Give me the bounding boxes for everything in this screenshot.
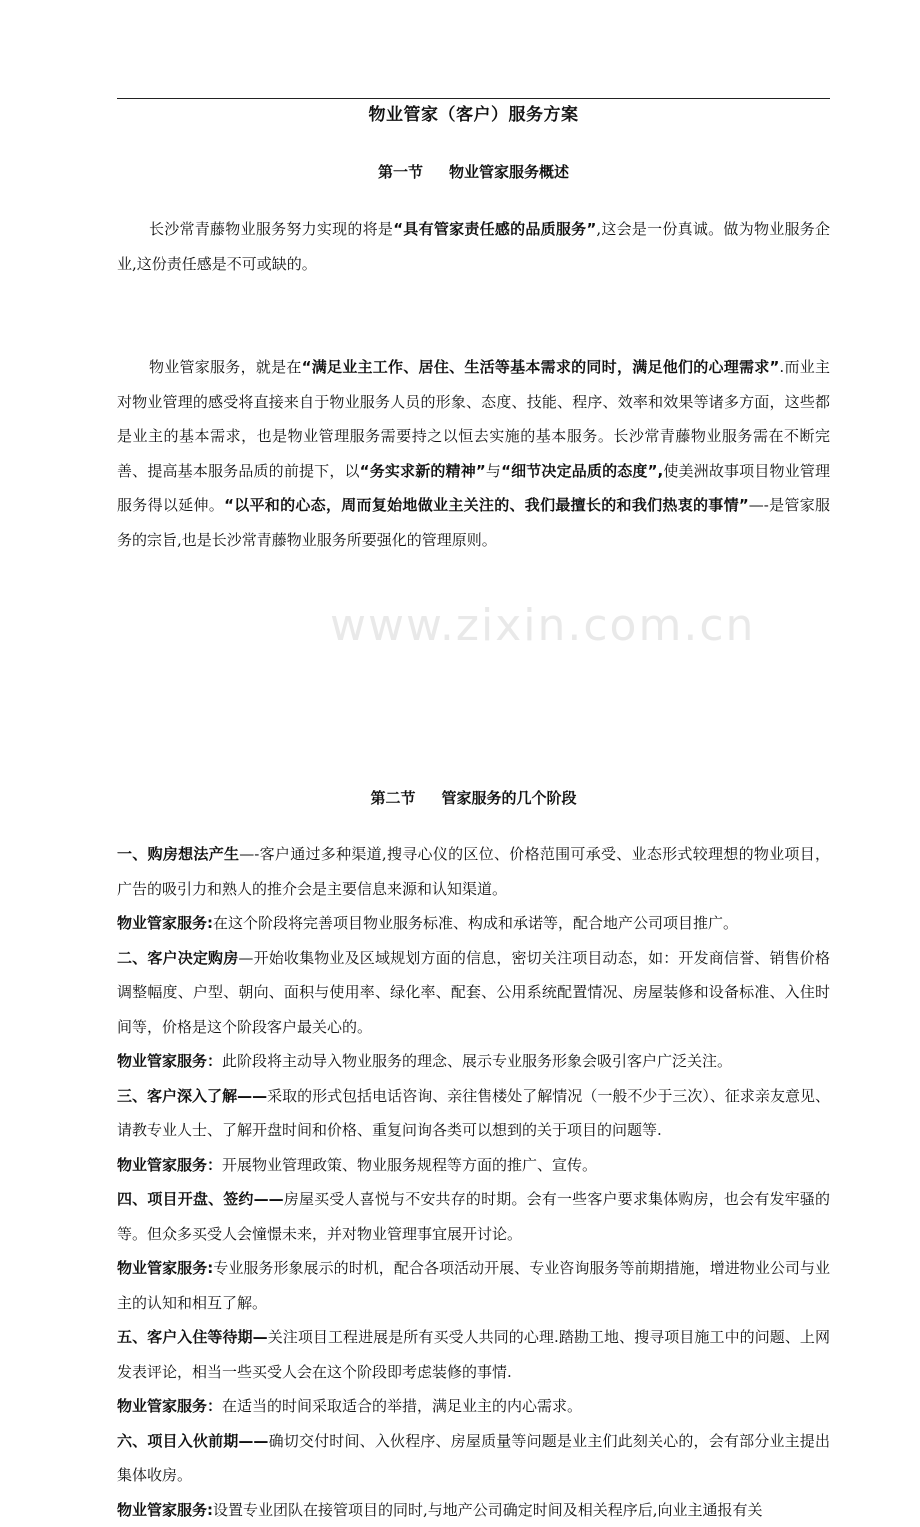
stage-heading: 一、购房想法产生 (117, 845, 239, 863)
header-rule (117, 98, 830, 99)
text-run: —-是管家服务的宗旨,也是长沙常青藤物业服务所要强化的管理原则。 (117, 496, 830, 549)
stage-paragraph (117, 1320, 830, 1389)
service-text: 开展物业管理政策、物业服务规程等方面的推广、宣传。 (222, 1156, 597, 1174)
text-run: ,这会是一份真诚。做为物业服务企业,这份责任感是不可或缺的。 (117, 220, 830, 273)
service-text: 在适当的时间采取适合的举措，满足业主的内心需求。 (222, 1397, 582, 1415)
service-heading: 物业管家服务： (117, 1156, 222, 1174)
stage-heading: 五、客户入住等待期— (117, 1328, 268, 1346)
paragraph-2 (117, 350, 830, 557)
service-text: 在这个阶段将完善项目物业服务标准、构成和承诺等，配合地产公司项目推广。 (213, 914, 738, 932)
text-run: 与 (486, 462, 501, 480)
emphasis-text: “具有管家责任感的品质服务” (393, 220, 596, 238)
stage-heading: 三、客户深入了解—— (117, 1087, 267, 1105)
stage-paragraph (117, 941, 830, 1045)
stage-paragraph (117, 1182, 830, 1251)
service-text: 设置专业团队在接管项目的同时,与地产公司确定时间及相关程序后,向业主通报有关 (213, 1501, 763, 1519)
text-run: 使美洲故事项目物业管理服务得以延伸。 (117, 462, 830, 515)
service-paragraph (117, 1148, 830, 1183)
service-heading: 物业管家服务: (117, 1501, 213, 1519)
emphasis-text: “满足业主工作、居住、生活等基本需求的同时，满足他们的心理需求” (302, 358, 780, 376)
section-name: 管家服务的几个阶段 (442, 789, 577, 807)
service-paragraph (117, 1044, 830, 1079)
emphasis-text: “务实求新的精神” (360, 462, 486, 480)
section-heading-2 (117, 787, 830, 808)
service-paragraph (117, 1389, 830, 1424)
stage-text: 房屋买受人喜悦与不安共存的时期。会有一些客户要求集体购房，也会有发牢骚的等。但众多买受人会憧憬未来，并对物业管理事宜展开讨论。 (117, 1190, 830, 1243)
section-number: 第二节 (370, 789, 415, 807)
stage-text: —-客户通过多种渠道,搜寻心仪的区位、价格范围可承受、业态形式较理想的物业项目，广告的吸引力和熟人的推介会是主要信息来源和认知渠道。 (117, 845, 830, 898)
stage-paragraph (117, 1424, 830, 1493)
stage-heading: 二、客户决定购房 (117, 949, 238, 967)
service-paragraph (117, 1493, 830, 1527)
stage-heading: 四、项目开盘、签约—— (117, 1190, 284, 1208)
service-heading: 物业管家服务: (117, 914, 213, 932)
service-paragraph (117, 906, 830, 941)
text-run: 长沙常青藤物业服务努力实现的将是 (149, 220, 393, 238)
stage-heading: 六、项目入伙前期—— (117, 1432, 268, 1450)
service-paragraph (117, 1251, 830, 1320)
service-text: 专业服务形象展示的时机，配合各项活动开展、专业咨询服务等前期措施，增进物业公司与业主的认知和相互了解。 (117, 1259, 830, 1312)
section-name: 物业管家服务概述 (449, 163, 569, 181)
stage-list (117, 837, 830, 1527)
stage-text: 关注项目工程进展是所有买受人共同的心理.踏勘工地、搜寻项目施工中的问题、上网发表评论，相当一些买受人会在这个阶段即考虑装修的事情. (117, 1328, 830, 1381)
paragraph-1 (117, 212, 830, 281)
stage-paragraph (117, 1079, 830, 1148)
emphasis-text: “以平和的心态，周而复始地做业主关注的、我们最擅长的和我们热衷的事情” (224, 496, 749, 514)
watermark: www.zixin.com.cn (330, 600, 755, 651)
service-text: 此阶段将主动导入物业服务的理念、展示专业服务形象会吸引客户广泛关注。 (222, 1052, 732, 1070)
page-title: 物业管家（客户）服务方案 (117, 100, 830, 125)
service-heading: 物业管家服务： (117, 1397, 222, 1415)
section-number: 第一节 (378, 163, 423, 181)
stage-text: 确切交付时间、入伙程序、房屋质量等问题是业主们此刻关心的，会有部分业主提出集体收房。 (117, 1432, 830, 1485)
section-heading-1 (117, 161, 830, 182)
service-heading: 物业管家服务： (117, 1052, 222, 1070)
stage-paragraph (117, 837, 830, 906)
emphasis-text: “细节决定品质的态度”, (501, 462, 663, 480)
service-heading: 物业管家服务: (117, 1259, 213, 1277)
text-run: .而业主对物业管理的感受将直接来自于物业服务人员的形象、态度、技能、程序、效率和效果等诸多方面，这些都是业主的基本需求，也是物业管理服务需要持之以恒去实施的基本服务。长沙常青藤物业服务需在不断完善、提高基本服务品质的前提下，以 (117, 358, 830, 480)
stage-text: —开始收集物业及区域规划方面的信息，密切关注项目动态，如：开发商信誉、销售价格调整幅度、户型、朝向、面积与使用率、绿化率、配套、公用系统配置情况、房屋装修和设备标准、入住时间等，价格是这个阶段客户最关心的。 (117, 949, 830, 1036)
stage-text: 采取的形式包括电话咨询、亲往售楼处了解情况（一般不少于三次）、征求亲友意见、请教专业人士、了解开盘时间和价格、重复问询各类可以想到的关于项目的问题等. (117, 1087, 830, 1140)
text-run: 物业管家服务，就是在 (149, 358, 302, 376)
